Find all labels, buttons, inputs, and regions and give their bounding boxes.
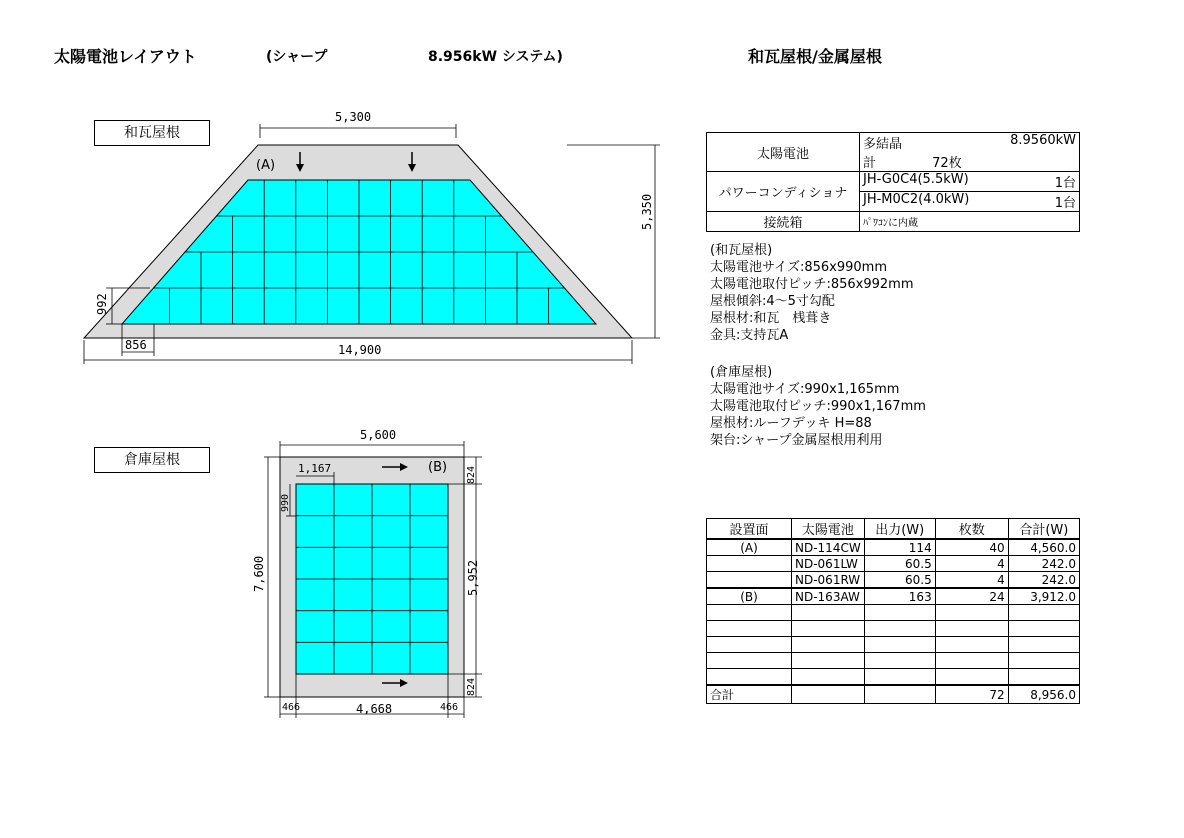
module-total-empty (792, 685, 865, 704)
module-cell: 242.0 (1008, 556, 1079, 572)
roof-a-dim-bottom: 14,900 (338, 343, 382, 357)
roof-b-dim-left: 7,600 (252, 555, 266, 592)
module-cell (707, 637, 792, 653)
module-row (707, 669, 1080, 686)
module-cell: 4 (935, 572, 1008, 589)
note-b-line: 太陽電池取付ピッチ:990x1,167mm (710, 399, 926, 414)
module-cell (792, 637, 865, 653)
system-label: 8.956kW システム) (428, 49, 563, 65)
module-row (707, 572, 1080, 589)
module-cell (1008, 621, 1079, 637)
module-cell: ND-061RW (792, 572, 865, 589)
module-cell (1008, 669, 1079, 686)
module-cell: (A) (707, 539, 792, 556)
note-a-line: 屋根材:和瓦 桟葺き (710, 311, 832, 326)
module-cell (864, 637, 935, 653)
module-table (706, 518, 1080, 704)
roof-b-dim-inner-w: 1,167 (298, 462, 332, 475)
module-row (707, 637, 1080, 653)
roof-b-dim-right-mid: 5,952 (466, 559, 480, 596)
spec-solar-power: 8.9560kW (1010, 133, 1076, 148)
module-cell: 114 (864, 539, 935, 556)
module-cell (707, 669, 792, 686)
roof-b-dim-bottom-mid: 4,668 (356, 702, 393, 716)
module-row (707, 653, 1080, 669)
spec-box-value: ﾊﾟﾜｺﾝに内蔵 (860, 212, 1080, 232)
roof-a-drawing (84, 124, 660, 364)
spec-pcs1-model: JH-G0C4(5.5kW) (863, 172, 969, 187)
module-cell (935, 653, 1008, 669)
spec-solar-label: 太陽電池 (707, 133, 860, 172)
module-cell (1008, 637, 1079, 653)
note-a-line: 金具:支持瓦A (710, 328, 789, 343)
spec-pcs-label: パワーコンディショナ (707, 172, 860, 212)
spec-pcs2-qty: 1台 (1054, 196, 1076, 211)
module-cell: 60.5 (864, 556, 935, 572)
spec-pcs2-model: JH-M0C2(4.0kW) (863, 192, 970, 207)
module-cell: ND-163AW (792, 588, 865, 605)
roof-b-drawing (264, 441, 482, 718)
module-cell: 4,560.0 (1008, 539, 1079, 556)
module-cell: 3,912.0 (1008, 588, 1079, 605)
module-cell: ND-061LW (792, 556, 865, 572)
roof-b-dim-bottom-right: 466 (440, 702, 459, 713)
module-cell: 60.5 (864, 572, 935, 589)
module-cell (792, 653, 865, 669)
module-row (707, 556, 1080, 572)
roof-b-dim-bottom-left: 466 (282, 702, 301, 713)
notes-roof-b (710, 364, 926, 449)
roof-b-dim-right-top: 824 (466, 465, 477, 484)
roof-a-dim-module-h: 992 (95, 293, 109, 315)
module-total-count: 72 (935, 685, 1008, 704)
module-cell (707, 621, 792, 637)
module-cell (792, 605, 865, 621)
roof-a-tag: (A) (256, 158, 276, 173)
module-total-power: 8,956.0 (1008, 685, 1079, 704)
module-col-header: 合計(W) (1008, 519, 1079, 540)
module-cell: ND-114CW (792, 539, 865, 556)
module-cell (935, 637, 1008, 653)
roof-b-dim-inner-h: 990 (280, 493, 291, 512)
note-a-line: 屋根傾斜:4〜5寸勾配 (710, 294, 835, 309)
spec-solar-count-label: 計 (863, 156, 877, 171)
module-cell (707, 556, 792, 572)
module-cell (707, 653, 792, 669)
spec-pcs1-qty: 1台 (1054, 176, 1076, 191)
module-col-header: 枚数 (935, 519, 1008, 540)
module-cell (707, 605, 792, 621)
module-cell (864, 621, 935, 637)
module-row (707, 588, 1080, 605)
module-total-empty (864, 685, 935, 704)
module-col-header: 太陽電池 (792, 519, 865, 540)
note-b-line: (倉庫屋根) (710, 365, 773, 380)
note-a-line: 太陽電池サイズ:856x990mm (710, 260, 887, 275)
module-cell: (B) (707, 588, 792, 605)
module-cell (1008, 653, 1079, 669)
spec-box-label: 接続箱 (707, 212, 860, 232)
roof-a-label: 和瓦屋根 (94, 120, 210, 146)
module-cell (707, 572, 792, 589)
note-a-line: 太陽電池取付ピッチ:856x992mm (710, 277, 914, 292)
module-cell (1008, 605, 1079, 621)
roof-b-dim-top: 5,600 (360, 428, 397, 442)
maker-label: (シャープ (266, 49, 328, 65)
module-cell: 163 (864, 588, 935, 605)
spec-solar-count: 72枚 (932, 156, 962, 171)
roof-a-dim-right: 5,350 (640, 193, 654, 230)
spec-table (706, 132, 1080, 232)
module-cell (864, 653, 935, 669)
module-table-body (707, 539, 1080, 685)
module-cell: 4 (935, 556, 1008, 572)
module-cell: 40 (935, 539, 1008, 556)
roof-b-tag: (B) (428, 460, 448, 475)
note-b-line: 屋根材:ルーフデッキ H=88 (710, 416, 872, 431)
note-a-line: (和瓦屋根) (710, 243, 773, 258)
note-b-line: 架台:シャープ金属屋根用利用 (710, 433, 883, 448)
roof-a-dim-module-w: 856 (125, 338, 147, 352)
roof-type-title: 和瓦屋根/金属屋根 (748, 47, 882, 66)
roof-a-dim-top: 5,300 (335, 110, 372, 124)
module-cell (864, 669, 935, 686)
module-cell (935, 621, 1008, 637)
module-cell: 24 (935, 588, 1008, 605)
module-row (707, 605, 1080, 621)
page-title: 太陽電池レイアウト (54, 47, 197, 66)
module-cell (935, 669, 1008, 686)
spec-solar-type: 多結晶 (863, 137, 903, 152)
module-row (707, 621, 1080, 637)
module-total-label: 合計 (707, 685, 792, 704)
module-row (707, 539, 1080, 556)
notes-roof-a (710, 242, 914, 344)
roof-b-dim-right-bottom: 824 (466, 677, 477, 696)
module-cell (935, 605, 1008, 621)
module-col-header: 設置面 (707, 519, 792, 540)
module-total-row (707, 685, 1080, 704)
roof-b-label: 倉庫屋根 (94, 447, 210, 473)
module-cell: 242.0 (1008, 572, 1079, 589)
module-col-header: 出力(W) (864, 519, 935, 540)
module-cell (792, 621, 865, 637)
module-cell (864, 605, 935, 621)
module-cell (792, 669, 865, 686)
note-b-line: 太陽電池サイズ:990x1,165mm (710, 382, 900, 397)
